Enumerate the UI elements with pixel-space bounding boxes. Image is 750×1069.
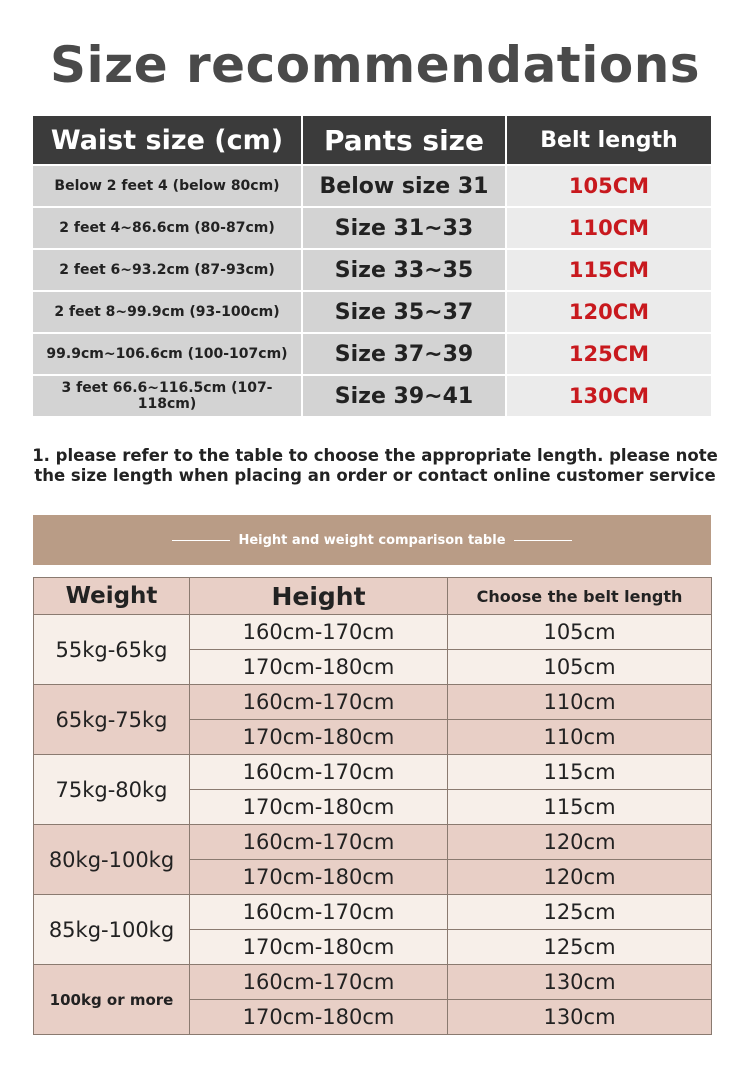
- height-cell: 160cm-170cm: [190, 965, 448, 1000]
- waist-cell: 2 feet 4~86.6cm (80-87cm): [33, 207, 302, 249]
- belt-cell: 105cm: [448, 615, 712, 650]
- height-cell: 160cm-170cm: [190, 895, 448, 930]
- belt-cell: 120CM: [506, 291, 711, 333]
- table-row: [34, 825, 712, 860]
- table-row: [33, 333, 711, 375]
- belt-cell: 115CM: [506, 249, 711, 291]
- comparison-table: [33, 577, 712, 1035]
- size-table-header: [33, 116, 711, 165]
- pants-cell: Size 39~41: [302, 375, 506, 417]
- height-cell: 160cm-170cm: [190, 825, 448, 860]
- weight-cell: 65kg-75kg: [34, 685, 190, 755]
- weight-cell: 75kg-80kg: [34, 755, 190, 825]
- height-cell: 170cm-180cm: [190, 720, 448, 755]
- belt-cell: 105cm: [448, 650, 712, 685]
- weight-cell: 85kg-100kg: [34, 895, 190, 965]
- height-cell: 170cm-180cm: [190, 790, 448, 825]
- height-cell: 160cm-170cm: [190, 685, 448, 720]
- choose-belt-header: Choose the belt length: [448, 578, 712, 615]
- belt-cell: 105CM: [506, 165, 711, 207]
- comparison-banner: [33, 515, 711, 565]
- table-row: [34, 615, 712, 650]
- belt-cell: 130cm: [448, 1000, 712, 1035]
- table-row: [33, 165, 711, 207]
- pants-cell: Size 33~35: [302, 249, 506, 291]
- table-row: [34, 895, 712, 930]
- weight-cell: 55kg-65kg: [34, 615, 190, 685]
- belt-cell: 120cm: [448, 860, 712, 895]
- pants-cell: Size 35~37: [302, 291, 506, 333]
- height-cell: 170cm-180cm: [190, 650, 448, 685]
- belt-cell: 125cm: [448, 930, 712, 965]
- weight-cell: 80kg-100kg: [34, 825, 190, 895]
- size-table: [33, 116, 711, 418]
- height-cell: 170cm-180cm: [190, 1000, 448, 1035]
- pants-cell: Size 31~33: [302, 207, 506, 249]
- belt-cell: 115cm: [448, 755, 712, 790]
- waist-cell: 99.9cm~106.6cm (100-107cm): [33, 333, 302, 375]
- belt-cell: 110CM: [506, 207, 711, 249]
- pants-cell: Size 37~39: [302, 333, 506, 375]
- height-cell: 160cm-170cm: [190, 755, 448, 790]
- waist-cell: 3 feet 66.6~116.5cm (107-118cm): [33, 375, 302, 417]
- belt-cell: 120cm: [448, 825, 712, 860]
- waist-size-header: Waist size (cm): [33, 116, 302, 165]
- size-note: 1. please refer to the table to choose the appropriate length. please note the size length when placing an order or contact online customer service: [32, 446, 718, 485]
- belt-cell: 110cm: [448, 720, 712, 755]
- height-cell: 170cm-180cm: [190, 930, 448, 965]
- weight-cell: 100kg or more: [34, 965, 190, 1035]
- pants-cell: Below size 31: [302, 165, 506, 207]
- belt-cell: 125CM: [506, 333, 711, 375]
- table-row: [33, 207, 711, 249]
- table-row: [34, 685, 712, 720]
- pants-size-header: Pants size: [302, 116, 506, 165]
- page-title: Size recommendations: [49, 36, 701, 94]
- height-cell: 160cm-170cm: [190, 615, 448, 650]
- belt-cell: 130cm: [448, 965, 712, 1000]
- weight-header: Weight: [34, 578, 190, 615]
- height-header: Height: [190, 578, 448, 615]
- table-row: [33, 291, 711, 333]
- belt-cell: 115cm: [448, 790, 712, 825]
- banner-left-line: [172, 540, 230, 541]
- belt-cell: 110cm: [448, 685, 712, 720]
- height-cell: 170cm-180cm: [190, 860, 448, 895]
- comparison-banner-label: Height and weight comparison table: [238, 532, 506, 548]
- belt-length-header: Belt length: [506, 116, 711, 165]
- waist-cell: 2 feet 6~93.2cm (87-93cm): [33, 249, 302, 291]
- table-row: [34, 965, 712, 1000]
- table-row: [33, 249, 711, 291]
- comparison-table-header: [34, 578, 712, 615]
- belt-cell: 130CM: [506, 375, 711, 417]
- belt-cell: 125cm: [448, 895, 712, 930]
- table-row: [34, 755, 712, 790]
- waist-cell: Below 2 feet 4 (below 80cm): [33, 165, 302, 207]
- table-row: [33, 375, 711, 417]
- banner-right-line: [514, 540, 572, 541]
- waist-cell: 2 feet 8~99.9cm (93-100cm): [33, 291, 302, 333]
